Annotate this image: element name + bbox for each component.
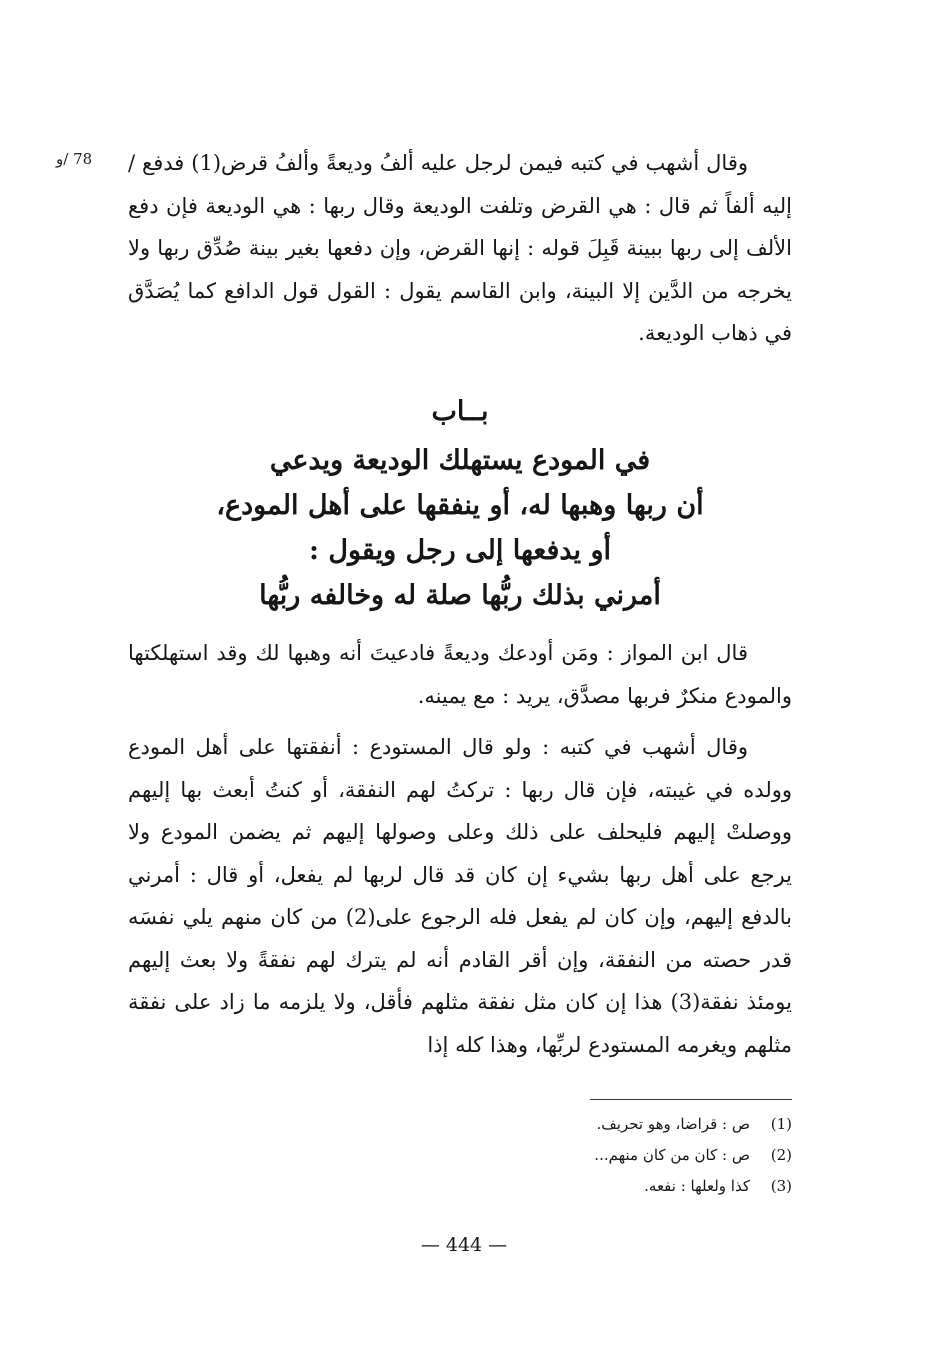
paragraph-ibn-al-mawwaz [128,632,792,717]
footnote-text: كذا ولعلها : نفعه. [644,1177,750,1195]
footnote-3 [400,1171,792,1202]
footnote-text: ص : قراضا، وهو تحريف. [596,1115,750,1133]
chapter-title-line-1: في المودع يستهلك الوديعة ويدعي [269,445,651,476]
paragraph-text: وقال أشهب في كتبه فيمن لرجل عليه ألفُ وديعةً وألفُ قرض(1) فدفع / إليه ألفاً ثم قال : هي القرض وتلفت الوديعة وقال ربها : هي الوديعة فإن دفع الألف إلى ربها ببينة قَبِلَ قوله : إنها القرض، وإن دفعها بغير بينة صُدِّق ربها ولا يخرجه من الدَّين إلا البينة، وابن القاسم يقول : القول قول الدافع كما يُصَدَّق في ذهاب الوديعة. [128,151,792,345]
chapter-title-line-4: أمرني بذلك ربُّها صلة له وخالفه ربُّها [259,580,661,611]
footnotes [400,1109,792,1202]
footnote-number: (2) [770,1146,792,1164]
footnote-text: ص : كان من كان منهم... [594,1146,750,1164]
chapter-label: بــاب [431,396,489,427]
margin-folio-note: 78 /ﻭ [56,150,93,168]
paragraph-ashhab-qard [128,142,792,355]
footnote-number: (1) [770,1115,792,1133]
footnote-2 [400,1140,792,1171]
footnote-1 [400,1109,792,1140]
paragraph-text: قال ابن المواز : ومَن أودعك وديعةً فادعيتَ أنه وهبها لك وقد استهلكتها والمودع منكرٌ فربها مصدَّق، يريد : مع يمينه. [128,641,792,708]
paragraph-text: وقال أشهب في كتبه : ولو قال المستودع : أنفقتها على أهل المودع وولده في غيبته، فإن قال ربها : تركتُ لهم النفقة، أو كنتُ أبعث بها إليهم ووصلتْ إليهم فليحلف على ذلك وعلى وصولها إليهم ثم يضمن المودع ولا يرجع على أهل ربها بشيء إن كان قد قال لربها لم يفعل، أو قال : أمرني بالدفع إليهم، وإن كان لم يفعل فله الرجوع على(2) من كان منهم يلي نفسَه قدر حصته من النفقة، وإن أقر القادم أنه لم يترك لهم نفقةً ولا بعث إليهم يومئذ نفقة(3) هذا إن كان مثل نفقة مثلهم فأقل، ولا يلزمه ما زاد على نفقة مثلهم ويغرمه المستودع لربِّها، وهذا كله إذا [128,735,792,1057]
chapter-title-line-3: أو يدفعها إلى رجل ويقول : [309,535,611,566]
page-number: — 444 — [420,1234,508,1256]
paragraph-ashhab-nafaqa [128,726,792,1066]
footnote-divider [590,1099,792,1100]
chapter-title [128,438,792,618]
footnote-number: (3) [770,1177,792,1195]
chapter-title-line-2: أن ربها وهبها له، أو ينفقها على أهل المودع، [216,490,704,521]
